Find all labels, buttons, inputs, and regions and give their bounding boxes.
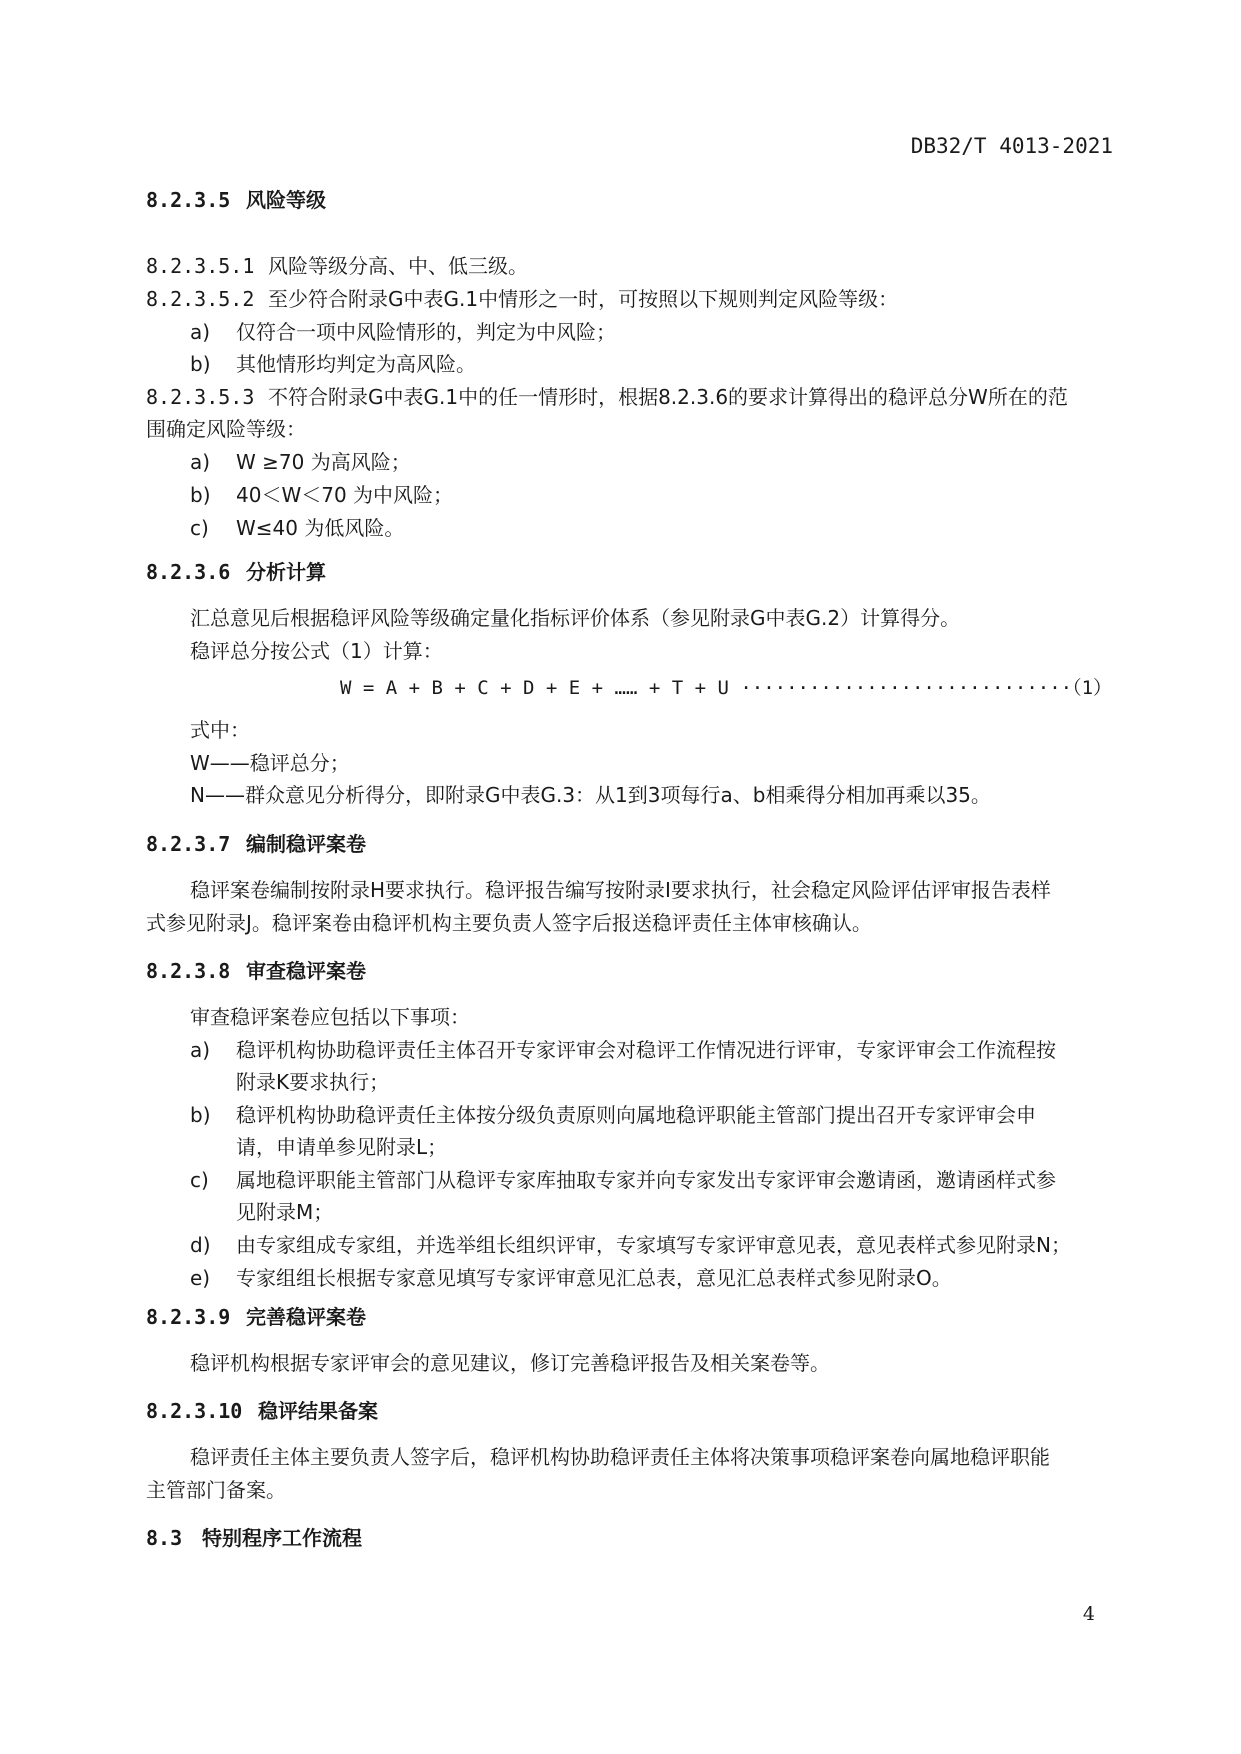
- list-marker: b): [190, 1103, 211, 1127]
- list-marker: b): [190, 352, 211, 376]
- list-item-text: 稳评机构协助稳评责任主体召开专家评审会对稳评工作情况进行评审，专家评审会工作流程按: [236, 1038, 1056, 1062]
- section-8-2-3-6-number: 8.2.3.6: [146, 560, 231, 584]
- section-8-2-3-7-line1: 稳评案卷编制按附录H要求执行。稳评报告编写按附录I要求执行，社会稳定风险评估评审报告表样: [190, 878, 1051, 902]
- section-8-2-3-6-title: 分析计算: [246, 560, 326, 584]
- section-8-2-3-8-intro: 审查稳评案卷应包括以下事项：: [190, 1005, 470, 1029]
- clause-8-2-3-5-3-number: 8.2.3.5.3: [146, 385, 255, 409]
- section-8-2-3-6-para2: 稳评总分按公式（1）计算：: [190, 639, 443, 663]
- page-number: 4: [1082, 1603, 1095, 1625]
- section-8-2-3-5-title: 风险等级: [246, 188, 326, 212]
- list-marker: a): [190, 1038, 211, 1062]
- list-item-text: 附录K要求执行；: [236, 1070, 390, 1094]
- section-8-2-3-8-number: 8.2.3.8: [146, 959, 231, 983]
- list-marker: b): [190, 483, 211, 507]
- clause-8-2-3-5-3-text-line1: 不符合附录G中表G.1中的任一情形时，根据8.2.3.6的要求计算得出的稳评总分W所在的范: [268, 385, 1068, 409]
- section-8-2-3-8-title: 审查稳评案卷: [246, 959, 366, 983]
- list-item-text: W≤40 为低风险。: [236, 516, 405, 540]
- section-8-2-3-5-number: 8.2.3.5: [146, 188, 231, 212]
- list-item-text: 仅符合一项中风险情形的，判定为中风险；: [236, 320, 616, 344]
- definition-n: N——群众意见分析得分，即附录G中表G.3：从1到3项每行a、b相乘得分相加再乘以35。: [190, 783, 991, 807]
- list-marker: a): [190, 450, 211, 474]
- where-label: 式中：: [190, 718, 250, 742]
- list-item-text: W ≥70 为高风险；: [236, 450, 411, 474]
- list-marker: c): [190, 516, 209, 540]
- section-8-2-3-9-para: 稳评机构根据专家评审会的意见建议，修订完善稳评报告及相关案卷等。: [190, 1351, 830, 1375]
- doc-code: DB32/T 4013-2021: [910, 134, 1113, 158]
- section-8-2-3-10-line1: 稳评责任主体主要负责人签字后，稳评机构协助稳评责任主体将决策事项稳评案卷向属地稳评职能: [190, 1445, 1050, 1469]
- formula-1: W = A + B + C + D + E + …… + T + U ·····························（1）: [340, 677, 1113, 699]
- section-8-3-number: 8.3: [146, 1526, 183, 1550]
- section-8-2-3-7-line2: 式参见附录J。稳评案卷由稳评机构主要负责人签字后报送稳评责任主体审核确认。: [146, 911, 872, 935]
- section-8-2-3-10-title: 稳评结果备案: [258, 1399, 378, 1423]
- section-8-2-3-7-title: 编制稳评案卷: [246, 832, 366, 856]
- list-item-text: 属地稳评职能主管部门从稳评专家库抽取专家并向专家发出专家评审会邀请函，邀请函样式参: [236, 1168, 1056, 1192]
- list-item-text: 专家组组长根据专家意见填写专家评审意见汇总表，意见汇总表样式参见附录O。: [236, 1266, 952, 1290]
- list-item-text: 稳评机构协助稳评责任主体按分级负责原则向属地稳评职能主管部门提出召开专家评审会申: [236, 1103, 1036, 1127]
- clause-8-2-3-5-2-text: 至少符合附录G中表G.1中情形之一时，可按照以下规则判定风险等级：: [268, 287, 899, 311]
- section-8-2-3-10-number: 8.2.3.10: [146, 1399, 243, 1423]
- clause-8-2-3-5-3-text-line2: 围确定风险等级：: [146, 417, 306, 441]
- section-8-2-3-10-line2: 主管部门备案。: [146, 1478, 286, 1502]
- section-8-3-title: 特别程序工作流程: [202, 1526, 362, 1550]
- section-8-2-3-9-title: 完善稳评案卷: [246, 1305, 366, 1329]
- clause-8-2-3-5-1-text: 风险等级分高、中、低三级。: [268, 254, 528, 278]
- list-marker: d): [190, 1233, 211, 1257]
- list-marker: c): [190, 1168, 209, 1192]
- list-marker: e): [190, 1266, 211, 1290]
- list-marker: a): [190, 320, 211, 344]
- section-8-2-3-6-para1: 汇总意见后根据稳评风险等级确定量化指标评价体系（参见附录G中表G.2）计算得分。: [190, 606, 961, 630]
- definition-w: W——稳评总分；: [190, 751, 350, 775]
- list-item-text: 其他情形均判定为高风险。: [236, 352, 476, 376]
- clause-8-2-3-5-2-number: 8.2.3.5.2: [146, 287, 255, 311]
- list-item-text: 请，申请单参见附录L；: [236, 1135, 448, 1159]
- section-8-2-3-9-number: 8.2.3.9: [146, 1305, 231, 1329]
- list-item-text: 40＜W＜70 为中风险；: [236, 483, 454, 507]
- list-item-text: 见附录M；: [236, 1200, 334, 1224]
- section-8-2-3-7-number: 8.2.3.7: [146, 832, 231, 856]
- clause-8-2-3-5-1-number: 8.2.3.5.1: [146, 254, 255, 278]
- list-item-text: 由专家组成专家组，并选举组长组织评审，专家填写专家评审意见表，意见表样式参见附录N；: [236, 1233, 1071, 1257]
